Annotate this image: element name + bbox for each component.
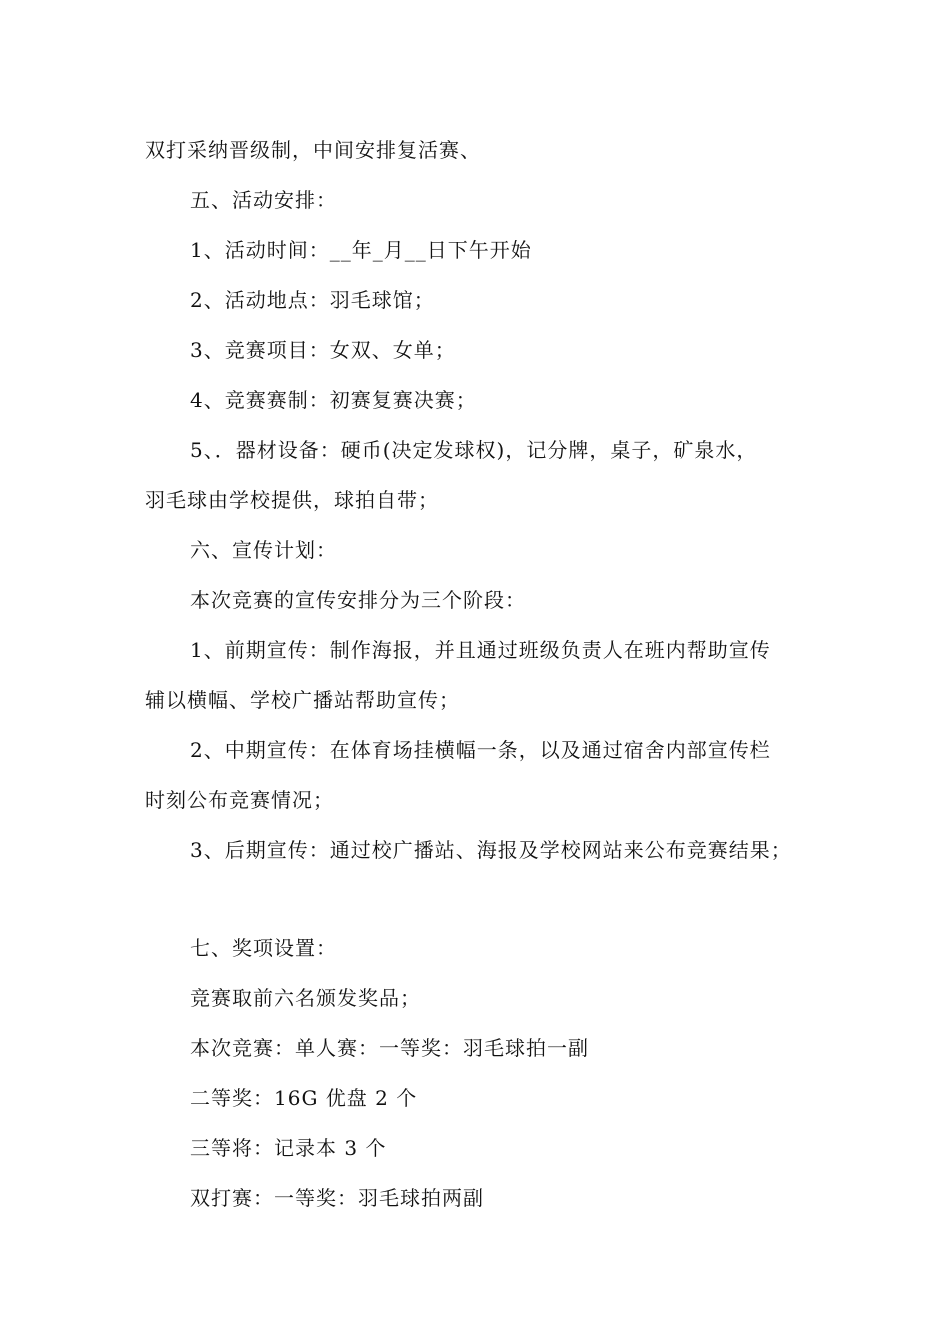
section-heading-awards: 七、奖项设置： — [190, 936, 337, 960]
text-line: 双打采纳晋级制，中间安排复活赛、 — [145, 138, 481, 162]
text-line: 1、活动时间：__年_月__日下午开始 — [190, 238, 532, 262]
text-line: 3、竞赛项目：女双、女单； — [190, 338, 456, 362]
text-line: 2、中期宣传：在体育场挂横幅一条，以及通过宿舍内部宣传栏 — [190, 738, 771, 762]
text-line: 双打赛：一等奖：羽毛球拍两副 — [190, 1186, 484, 1210]
text-line: 本次竞赛：单人赛：一等奖：羽毛球拍一副 — [190, 1036, 589, 1060]
text-line: 三等将：记录本 3 个 — [190, 1136, 387, 1160]
text-line: 本次竞赛的宣传安排分为三个阶段： — [190, 588, 526, 612]
text-line: 2、活动地点：羽毛球馆； — [190, 288, 435, 312]
section-heading-activity: 五、活动安排： — [190, 188, 337, 212]
text-line: 1、前期宣传：制作海报，并且通过班级负责人在班内帮助宣传 — [190, 638, 771, 662]
text-line: 竞赛取前六名颁发奖品； — [190, 986, 421, 1010]
text-line: 二等奖：16G 优盘 2 个 — [190, 1086, 418, 1110]
text-line: 5、．器材设备：硬币(决定发球权)，记分牌，桌子，矿泉水， — [190, 438, 758, 462]
text-line: 4、竞赛赛制：初赛复赛决赛； — [190, 388, 477, 412]
text-line: 辅以横幅、学校广播站帮助宣传； — [145, 688, 460, 712]
text-line: 3、后期宣传：通过校广播站、海报及学校网站来公布竞赛结果； — [190, 838, 792, 862]
text-line: 羽毛球由学校提供，球拍自带； — [145, 488, 439, 512]
section-heading-publicity: 六、宣传计划： — [190, 538, 337, 562]
text-line: 时刻公布竞赛情况； — [145, 788, 334, 812]
